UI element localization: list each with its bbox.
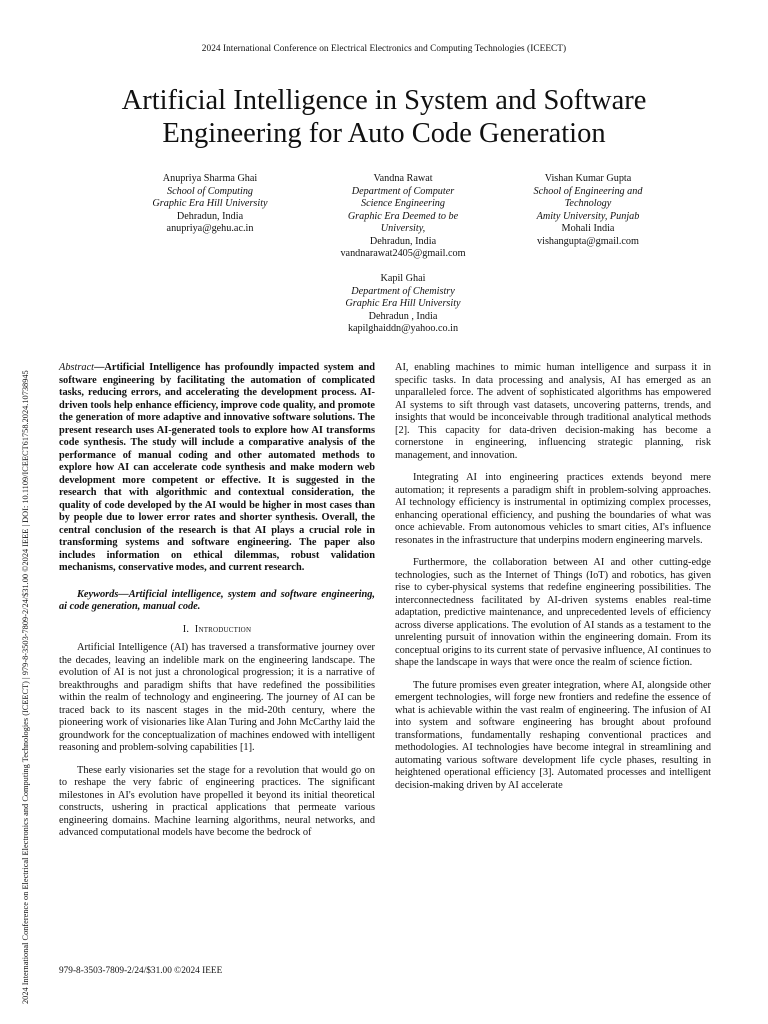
author-email: kapilghaiddn@yahoo.co.in (347, 323, 459, 334)
author-affiliation: Technology (564, 198, 612, 209)
author-affiliation: Graphic Era Hill University (152, 198, 268, 209)
author-block (120, 173, 300, 236)
author-affiliation: Department of Computer (351, 185, 455, 197)
author-email: anupriya@gehu.ac.in (166, 223, 254, 234)
author-affiliation: University, (380, 223, 426, 234)
title-line: Engineering for Auto Code Generation (162, 118, 606, 149)
author-affiliation: Science Engineering (360, 198, 445, 209)
copyright-footer: 979-8-3503-7809-2/24/$31.00 ©2024 IEEE (59, 966, 223, 976)
left-column (59, 362, 375, 850)
paper-title (40, 84, 728, 150)
author-block (498, 173, 678, 248)
author-name: Kapil Ghai (380, 273, 426, 284)
title-line: Artificial Intelligence in System and Software (121, 85, 647, 116)
author-location: Dehradun, India (369, 235, 437, 247)
section-heading (59, 624, 375, 637)
body-paragraph: AI, enabling machines to mimic human intelligence and surpass it in specific tasks. In data processing and analysis, AI has emerged as an unparalleled force. The advent of sophisticated algorithms has empowered AI systems to sift through vast datasets, uncovering patterns, trends, and insights that would be inconceivable through traditional analytical methods [2]. This capacity for data-driven decision-making has become a cornerstone in engineering, influencing strategic planning, risk management, and innovation. (395, 362, 711, 461)
doi-side-strip: 2024 International Conference on Electrical Electronics and Computing Technologies (ICEECT) | 979-8-3503-7809-2/24/$31.00 ©2024 IEEE | DOI: 10.1109/ICEECT61758.2024.10738945 (21, 370, 30, 1004)
author-location: Dehradun, India (176, 210, 244, 222)
body-paragraph: Furthermore, the collaboration between AI and other cutting-edge technologies, such as the Internet of Things (IoT) and robotics, has given rise to cyber-physical systems that redefine engineering possibilities. The interconnectedness facilitated by AI-driven systems enables real-time adaptation, predictive maintenance, and unprecedented levels of efficiency across diverse applications. The evolution of AI stands as a testament to the unrelenting pursuit of innovation within the engineering domain. From its conceptual origins to its current state of pervasive influence, AI continues to shape the landscape in ways that were once the realm of science fiction. (395, 557, 711, 668)
author-affiliation: Amity University, Punjab (536, 210, 640, 222)
author-block (310, 273, 496, 336)
section-title: Introduction (194, 623, 252, 635)
right-column (395, 362, 711, 802)
body-paragraph: These early visionaries set the stage for a revolution that would go on to reshape the very fabric of engineering practices. The significant milestones in AI's evolution have propelled it beyond its initial theoretical constructs, ushering in practical applications that permeate various engineering domains. Machine learning algorithms, neural networks, and advanced computational models have become the bedrock of (59, 764, 375, 838)
author-name: Vishan Kumar Gupta (544, 173, 632, 184)
abstract (59, 362, 375, 575)
author-affiliation: Graphic Era Deemed to be (347, 210, 459, 222)
abstract-label: Abstract (59, 362, 95, 373)
keywords-text: Artificial intelligence, system and software engineering, ai code generation, manual code. (59, 588, 375, 612)
section-numeral: I. (182, 623, 190, 635)
author-affiliation: Graphic Era Hill University (345, 298, 461, 309)
author-email: vandnarawat2405@gmail.com (340, 248, 466, 259)
author-block (310, 173, 496, 261)
author-affiliation: School of Computing (166, 185, 254, 197)
keywords-label: Keywords (77, 588, 119, 600)
keywords-dash: — (118, 588, 129, 600)
author-name: Anupriya Sharma Ghai (162, 173, 258, 184)
body-paragraph: Integrating AI into engineering practices extends beyond mere automation; it represents a paradigm shift in problem-solving approaches. AI technology efficiency is instrumental in optimizing complex processes, enhancing operational efficiency, and pushing the boundaries of what was once achievable. From autonomous vehicles to smart cities, AI's influence resonates in the infrastructure that underpins modern engineering marvels. (395, 472, 711, 546)
abstract-dash: — (94, 362, 105, 373)
abstract-text: Artificial Intelligence has profoundly impacted system and software engineering by facilitating the automation of complicated tasks, reducing errors, and accelerating the development process. AI-driven tools help enhance efficiency, improve code quality, and promote the generation of more adaptive and innovative software solutions. The present research uses AI-generated tools to explore how AI transforms code synthesis. The study will include a comparative analysis of the performance of manual coding and other automated methods to explore how AI can accelerate code synthesis and make modern web development more competent or effective. It is suggested in the research that with algorithmic and contextual consideration, the quality of code developed by the AI would be higher in most cases than by people due to lower error rates and shorter synthesis. Overall, the central conclusion of the research is that AI plays a crucial role in transforming systems and software engineering. The paper also includes information on ethical dilemmas, robust validation mechanisms, conservative modes, and current research. (59, 362, 375, 573)
author-affiliation: School of Engineering and (533, 185, 643, 197)
author-location: Dehradun , India (368, 310, 438, 322)
body-paragraph: Artificial Intelligence (AI) has traversed a transformative journey over the decades, leaving an indelible mark on the engineering landscape. The evolution of AI is not just a chronological progression; it is a narrative of breakthroughs and paradigm shifts that have redefined the possibilities within the realm of technology and engineering. The journey of AI can be traced back to its nascent stages in the mid-20th century, where the pioneering work of visionaries like Alan Turing and John McCarthy laid the groundwork for the conceptualization of machines endowed with intelligent reasoning and problem-solving capabilities [1]. (59, 642, 375, 753)
conference-header: 2024 International Conference on Electrical Electronics and Computing Technologies (ICEECT) (201, 44, 567, 54)
body-paragraph: The future promises even greater integration, where AI, alongside other emergent technologies, will forge new frontiers and redefine the essence of what is achievable within the vast realm of engineering. The infusion of AI into system and software engineering has brought about profound transformations, fundamentally reshaping conventional practices and methodologies. AI technologies have become integral in streamlining and automating various software development life cycle phases, resulting in heightened operational efficiency [3]. Automated processes and intelligent decision-making driven by AI accelerate (395, 679, 711, 791)
keywords (59, 589, 375, 614)
author-affiliation: Department of Chemistry (351, 285, 455, 297)
author-name: Vandna Rawat (373, 173, 433, 184)
author-email: vishangupta@gmail.com (537, 235, 639, 247)
author-location: Mohali India (561, 223, 615, 234)
